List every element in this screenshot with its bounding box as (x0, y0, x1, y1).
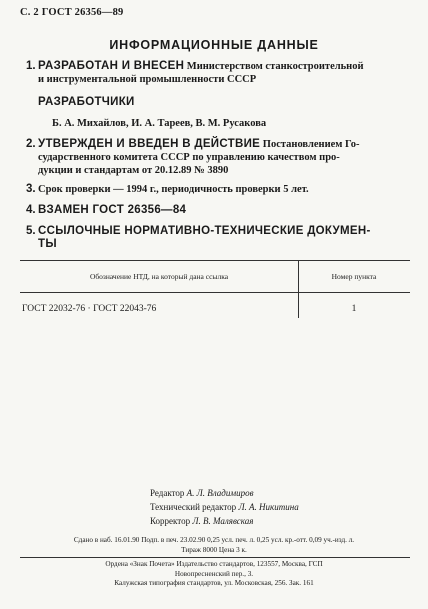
table-cell-point: 1 (351, 304, 357, 314)
item-lead: ВЗАМЕН ГОСТ 26356—84 (38, 204, 187, 216)
item-lead: ССЫЛОЧНЫЕ НОРМАТИВНО-ТЕХНИЧЕСКИЕ ДОКУМЕН- (38, 225, 371, 237)
table-header-point: Номер пункта (331, 272, 377, 281)
imprint-line: Ордена «Знак Почета» Издательство стандартов, 123557, Москва, ГСП (105, 560, 323, 568)
info-item-4 (26, 204, 416, 217)
credit-role: Корректор (150, 516, 191, 526)
item-number: 2. (26, 138, 36, 150)
imprint-divider (20, 557, 410, 558)
credit-line (150, 488, 253, 498)
table-header-rule (20, 292, 410, 293)
item-text: сударственного комитета СССР по управлению качеством про- (38, 152, 340, 163)
item-text: дукции и стандартам от 20.12.89 № 3890 (38, 165, 229, 176)
info-item-5 (26, 225, 416, 251)
developers-heading: РАЗРАБОТЧИКИ (38, 96, 135, 108)
info-item-3 (26, 183, 416, 196)
imprint-block (0, 536, 428, 555)
credit-name: А. Л. Владимиров (186, 488, 254, 498)
imprint-line: Сдано в наб. 16.01.90 Подп. в печ. 23.02.90 0,25 усл. печ. л. 0,25 усл. кр.-отт. 0,09 уч.-изд. л. (73, 536, 355, 544)
item-text: Срок проверки — 1994 г., периодичность проверки 5 лет. (38, 184, 309, 195)
credit-name: Л. В. Малявская (192, 516, 254, 526)
item-lead: ТЫ (38, 238, 57, 250)
credit-role: Редактор (150, 488, 185, 498)
item-number: 5. (26, 225, 36, 237)
item-text: и инструментальной промышленности СССР (38, 74, 257, 85)
imprint-line: Калужская типография стандартов, ул. Московская, 256. Зак. 161 (114, 579, 314, 587)
imprint-publisher (0, 560, 428, 589)
item-number: 3. (26, 183, 36, 195)
page-header: С. 2 ГОСТ 26356—89 (20, 7, 124, 18)
table-top-rule (20, 260, 410, 261)
credit-name: Л. А. Никитина (238, 502, 299, 512)
credit-role: Технический редактор (150, 502, 237, 512)
table-header-doc: Обозначение НТД, на который дана ссылка (89, 272, 229, 281)
info-item-2 (26, 138, 416, 177)
info-item-1 (26, 60, 416, 86)
item-number: 1. (26, 60, 36, 72)
imprint-line: Тираж 8000 Цена 3 к. (181, 545, 247, 554)
table-cell-doc: ГОСТ 22032-76 · ГОСТ 22043-76 (22, 304, 157, 314)
imprint-line: Новопресненский пер., 3. (174, 569, 254, 578)
page-title: ИНФОРМАЦИОННЫЕ ДАННЫЕ (109, 38, 319, 52)
item-text: Министерством станкостроительной (184, 61, 364, 72)
item-lead: РАЗРАБОТАН И ВНЕСЕН (38, 60, 185, 72)
credit-line (150, 516, 253, 526)
item-lead: УТВЕРЖДЕН И ВВЕДЕН В ДЕЙСТВИЕ (38, 138, 261, 150)
item-text: Постановлением Го- (260, 139, 360, 150)
credit-line (150, 502, 299, 512)
developers-list: Б. А. Михайлов, И. А. Тареев, В. М. Русакова (52, 118, 267, 129)
item-number: 4. (26, 204, 36, 216)
